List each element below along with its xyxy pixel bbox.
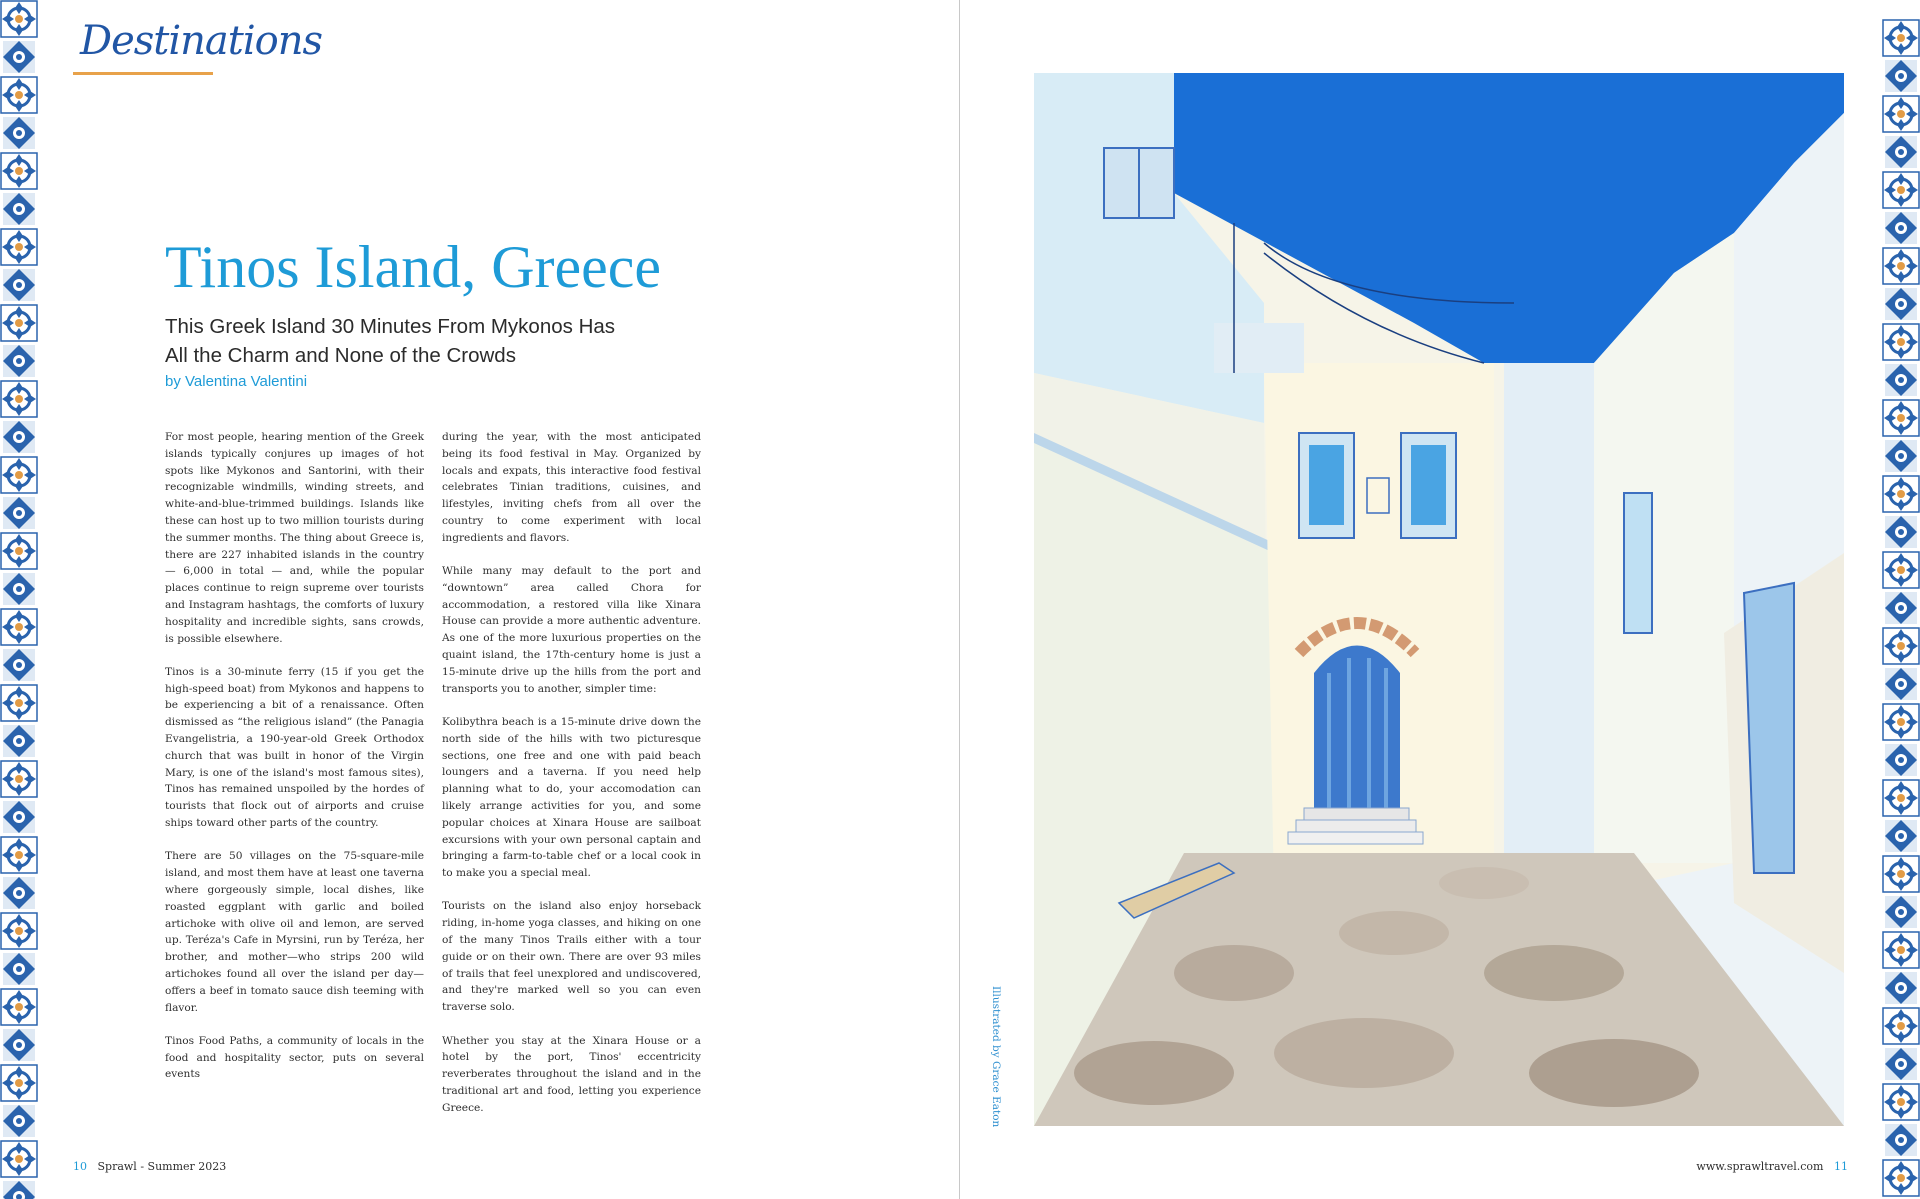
paragraph: Whether you stay at the Xinara House or a hotel by the port, Tinos' eccentricity reverberates throughout the island and in the traditional art and food, letting you experience Greece. bbox=[442, 1034, 701, 1114]
body-column-1 bbox=[165, 429, 424, 1100]
paragraph: Tourists on the island also enjoy horseback riding, in-home yoga classes, and hiking on one of the many Tinos Trails either with a tour guide or on their own. There are over 93 miles of trails that feel unexplored and undiscovered, and they're marked well so you can even traverse solo. bbox=[442, 900, 701, 1014]
article-title: Tinos Island, Greece bbox=[165, 234, 662, 300]
tile-border-right bbox=[1882, 0, 1920, 1199]
paragraph: While many may default to the port and “downtown” area called Chora for accommodation, a restored villa like Xinara House can provide a more authentic adventure. As one of the more luxurious properties on the quaint island, the 17th-century home is just a 15-minute drive up the hills from the port and transports you to another, simpler time: bbox=[442, 565, 701, 695]
paragraph: during the year, with the most anticipated being its food festival in May. Organized by locals and expats, this interactive food festival celebrates Tinian traditions, cuisines, and lifestyles, inviting chefs from all over the country to come experiment with local ingredients and flavors. bbox=[442, 431, 701, 544]
folio-left bbox=[73, 1160, 226, 1173]
section-underline bbox=[73, 72, 213, 75]
section-label: Destinations bbox=[80, 18, 322, 64]
paragraph: There are 50 villages on the 75-square-mile island, and most them have at least one taverna where gorgeously simple, local dishes, like roasted eggplant with garlic and boiled artichoke with olive oil and lemon, are served up. Teréza's Cafe in Myrsini, run by Teréza, her brother, and mother—who strips 200 wild artichokes found all over the island per day— offers a beef in tomato sauce dish teeming with flavor. bbox=[165, 850, 424, 1014]
issue-label: Sprawl - Summer 2023 bbox=[97, 1160, 227, 1173]
subtitle-line-2: All the Charm and None of the Crowds bbox=[165, 344, 516, 367]
street-illustration bbox=[1034, 73, 1844, 1126]
website-url: www.sprawltravel.com bbox=[1696, 1160, 1824, 1173]
subtitle-line-1: This Greek Island 30 Minutes From Mykonos Has bbox=[165, 315, 616, 338]
paragraph: Tinos is a 30-minute ferry (15 if you get the high-speed boat) from Mykonos and happens to be experiencing a bit of a renaissance. Often dismissed as “the religious island” (the Panagia Evangelistria, a 190-year-old Greek Orthodox church that was built in honor of the Virgin Mary, is one of the island's most famous sites), Tinos has remained unspoiled by the hordes of tourists that flock out of airports and cruise ships toward other parts of the country. bbox=[165, 665, 424, 830]
paragraph: For most people, hearing mention of the Greek islands typically conjures up images of hot spots like Mykonos and Santorini, with their recognizable windmills, winding streets, and white-and-blue-trimmed buildings. Islands like these can host up to two million tourists during the summer months. The thing about Greece is, there are 227 inhabited islands in the country — 6,000 in total — and, while the popular places continue to reign supreme over tourists and Instagram hashtags, the comforts of luxury hospitality and incredible sights, sans crowds, is possible elsewhere. bbox=[165, 431, 424, 645]
page-spine bbox=[959, 0, 960, 1199]
page-number-left: 10 bbox=[73, 1160, 87, 1173]
article-subtitle bbox=[165, 312, 685, 370]
illustration-credit: Illustrated by Grace Eaton bbox=[990, 986, 1002, 1128]
folio-right bbox=[1696, 1160, 1848, 1173]
paragraph: Kolibythra beach is a 15-minute drive down the north side of the hills with two picturesque sections, one free and one with paid beach loungers and a taverna. If you need help planning what to do, your accomodation can likely arrange activities for you, and some popular choices at Xinara House are sailboat excursions with your own personal captain and bringing a farm-to-table chef or a local cook in to make you a special meal. bbox=[442, 715, 701, 880]
byline: by Valentina Valentini bbox=[165, 373, 308, 390]
paragraph: Tinos Food Paths, a community of locals in the food and hospitality sector, puts on several events bbox=[165, 1034, 424, 1081]
tile-border-left bbox=[0, 0, 38, 1199]
page-number-right: 11 bbox=[1834, 1160, 1848, 1173]
body-column-2 bbox=[442, 429, 701, 1133]
